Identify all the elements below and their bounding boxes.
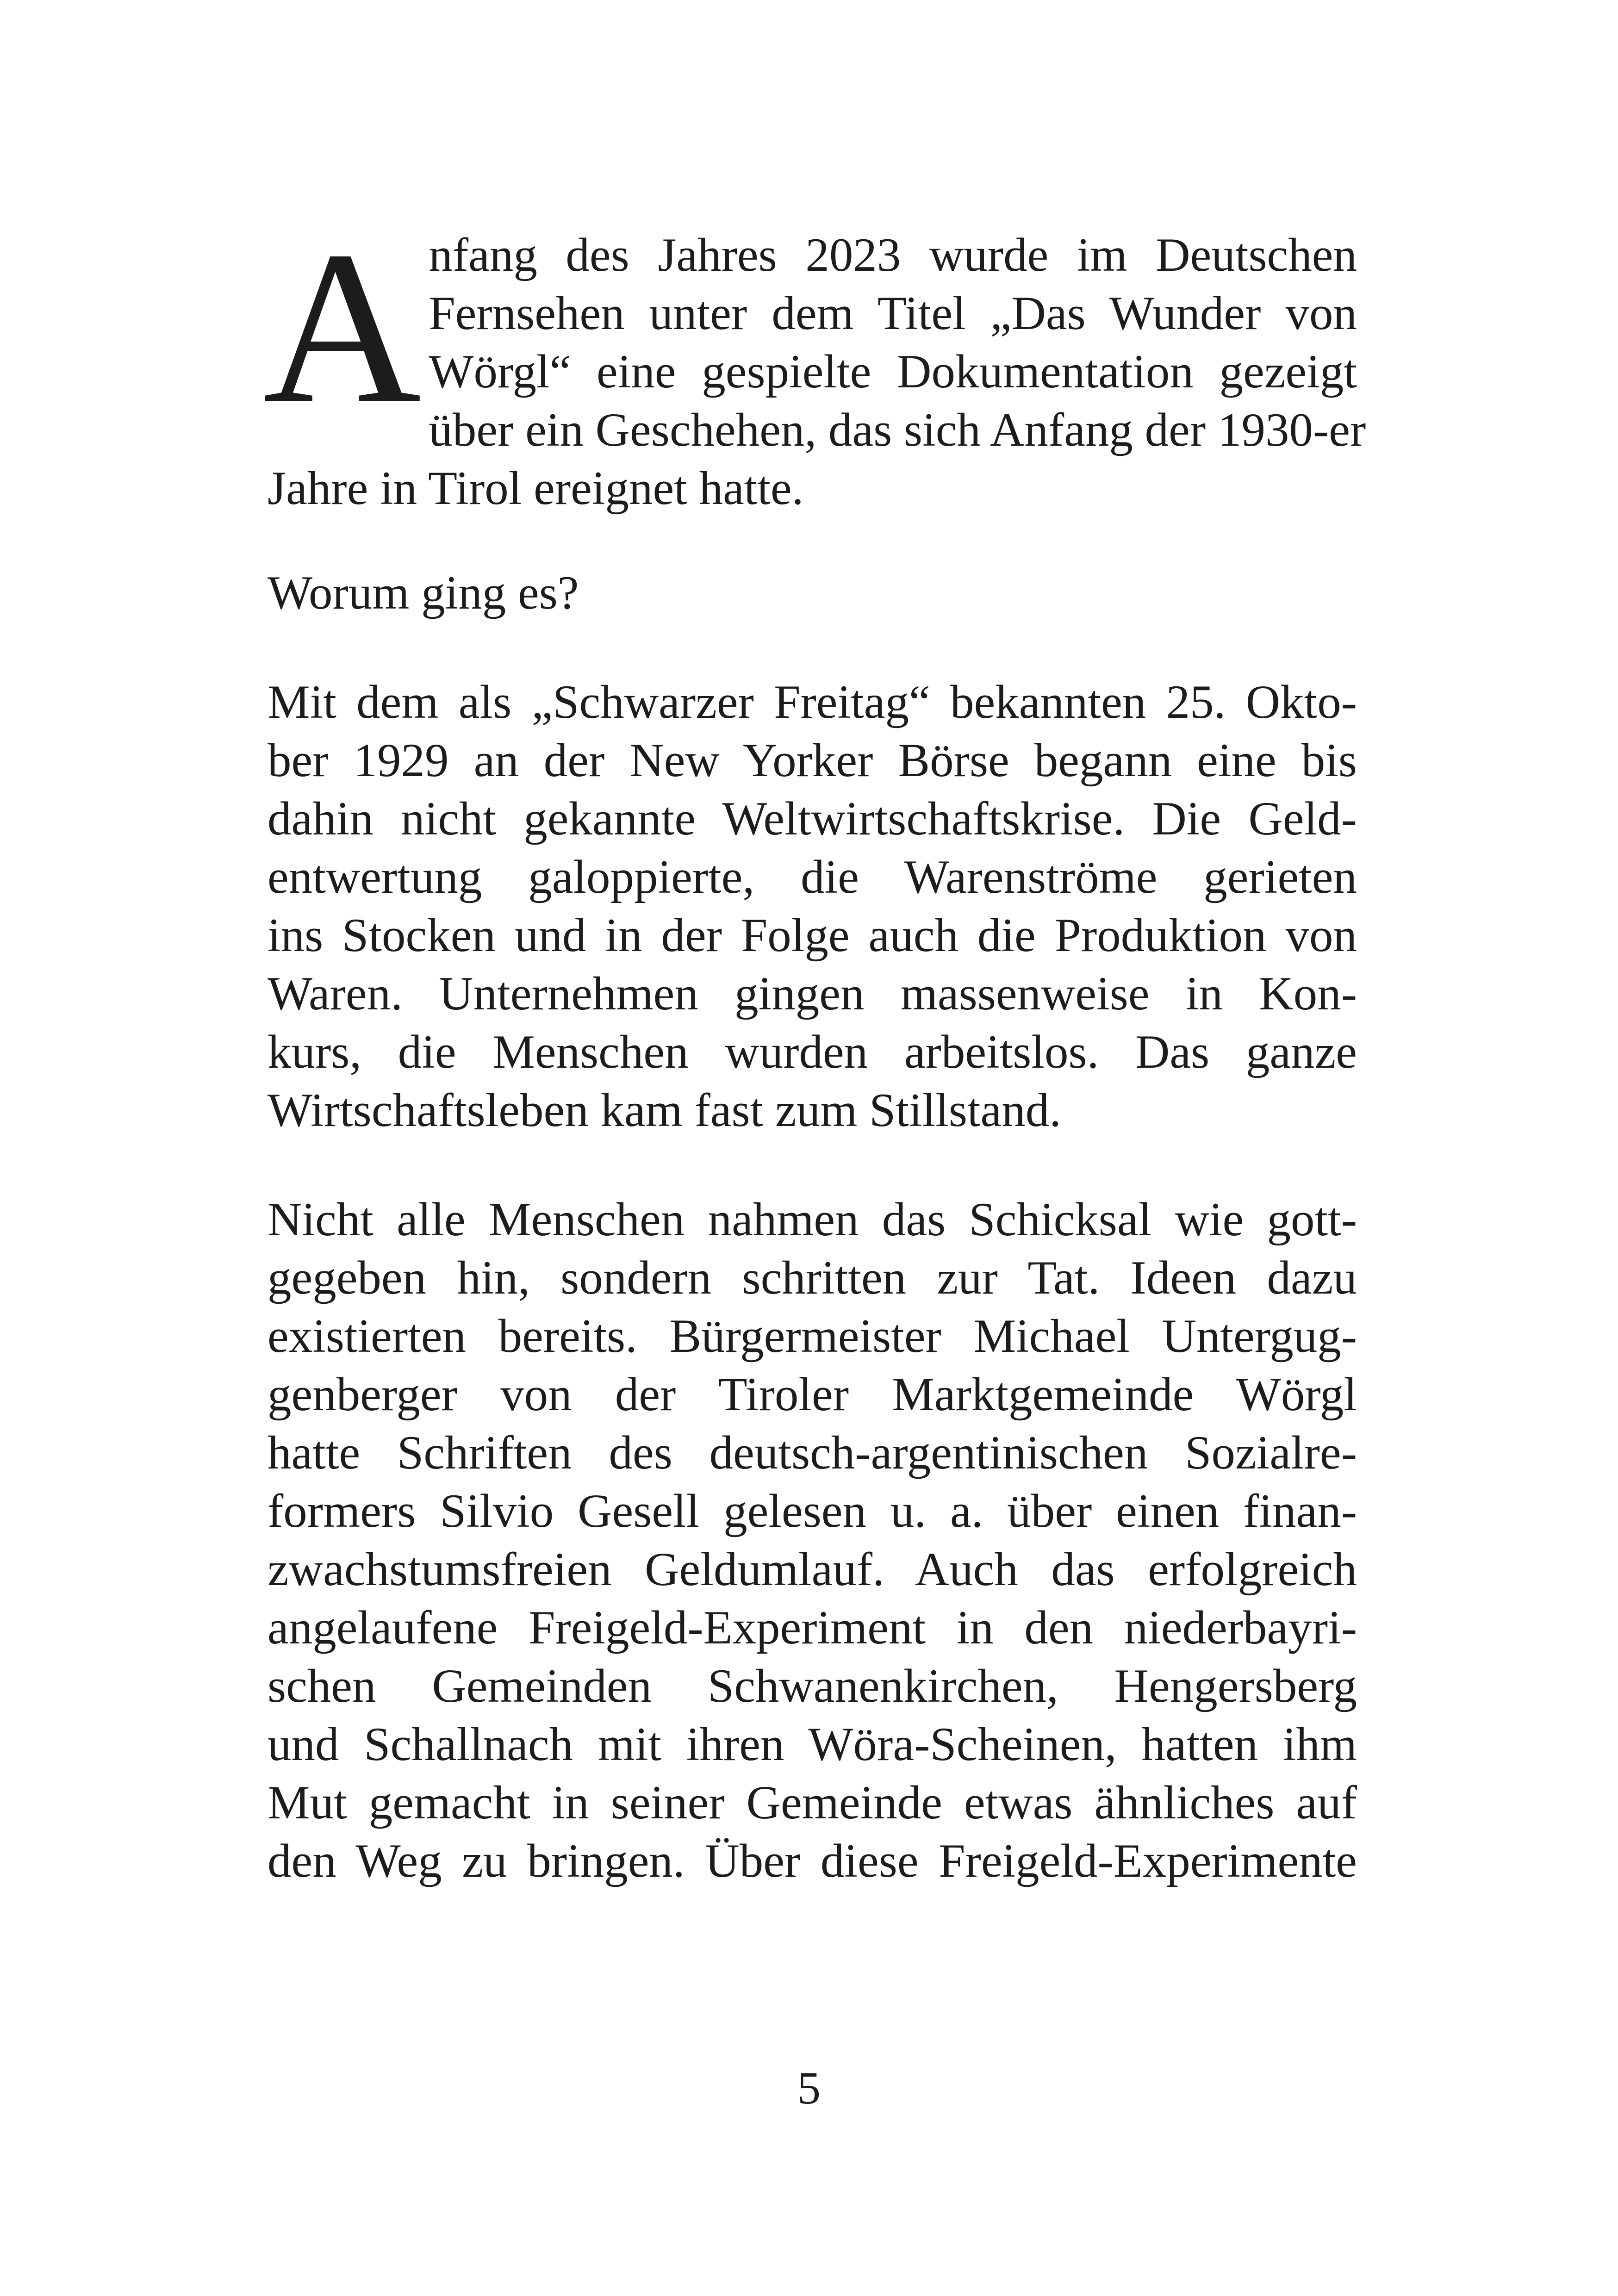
- text-line: Fernsehen unter dem Titel „Das Wunder von: [429, 287, 1357, 340]
- text-line: hatte Schriften des deutsch-argentinischen Sozialre-: [268, 1426, 1357, 1479]
- text-line: formers Silvio Gesell gelesen u. a. über einen finan-: [268, 1485, 1357, 1537]
- text-line: genberger von der Tiroler Marktgemeinde Wörgl: [268, 1368, 1357, 1421]
- text-line: ber 1929 an der New Yorker Börse begann eine bis: [268, 734, 1357, 787]
- text-line: Mit dem als „Schwarzer Freitag“ bekannten 25. Okto-: [268, 676, 1357, 728]
- text-line: Wirtschaftsleben kam fast zum Stillstand.: [268, 1084, 1061, 1137]
- page-number: 5: [797, 2062, 821, 2114]
- text-line: Nicht alle Menschen nahmen das Schicksal wie gott-: [268, 1193, 1357, 1246]
- text-line: ins Stocken und in der Folge auch die Produktion von: [268, 909, 1357, 962]
- text-line: existierten bereits. Bürgermeister Michael Untergug-: [268, 1310, 1357, 1363]
- text-line: Wörgl“ eine gespielte Dokumentation gezeigt: [429, 345, 1357, 398]
- text-line: den Weg zu bringen. Über diese Freigeld-Experimente: [268, 1835, 1357, 1887]
- text-line: über ein Geschehen, das sich Anfang der 1930-er: [429, 404, 1366, 456]
- paragraph-question: [268, 564, 1357, 622]
- text-line: schen Gemeinden Schwanenkirchen, Hengersberg: [268, 1660, 1357, 1712]
- text-line: angelaufene Freigeld-Experiment in den niederbayri-: [268, 1601, 1357, 1654]
- text-line: Worum ging es?: [268, 566, 579, 619]
- text-line: dahin nicht gekannte Weltwirtschaftskrise. Die Geld-: [268, 792, 1357, 845]
- text-line: Jahre in Tirol ereignet hatte.: [268, 462, 804, 515]
- text-line: gegeben hin, sondern schritten zur Tat. Ideen dazu: [268, 1251, 1357, 1304]
- drop-cap-letter: A: [263, 206, 422, 449]
- text-line: kurs, die Menschen wurden arbeitslos. Das ganze: [268, 1026, 1357, 1078]
- text-line: und Schallnach mit ihren Wöra-Scheinen, hatten ihm: [268, 1718, 1357, 1771]
- text-line: zwachstumsfreien Geldumlauf. Auch das erfolgreich: [268, 1543, 1357, 1596]
- text-line: Mut gemacht in seiner Gemeinde etwas ähnliches auf: [268, 1776, 1357, 1829]
- paragraph-intro: [263, 206, 1366, 517]
- text-line: nfang des Jahres 2023 wurde im Deutschen: [429, 229, 1357, 281]
- paragraph-black-friday: [268, 673, 1357, 1139]
- paragraph-woergl: [268, 1190, 1357, 1890]
- body-text: [263, 206, 1366, 1941]
- text-line: entwertung galoppierte, die Warenströme gerieten: [268, 851, 1357, 903]
- text-line: Waren. Unternehmen gingen massenweise in Kon-: [268, 967, 1357, 1020]
